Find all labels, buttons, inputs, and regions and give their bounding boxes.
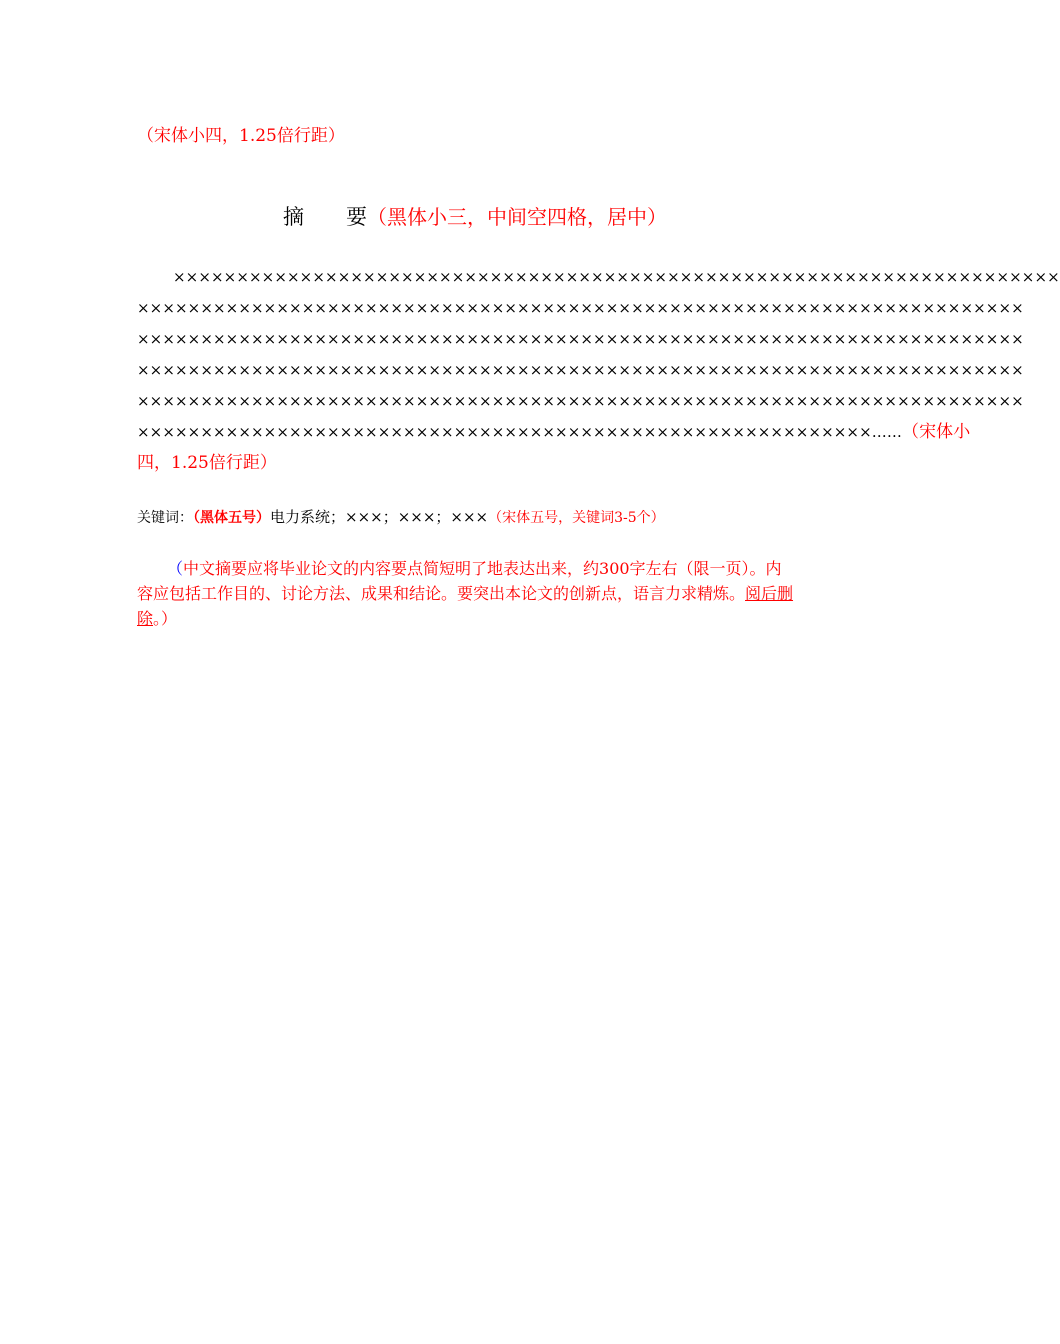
heading-char-1: 摘 bbox=[283, 205, 304, 229]
body-line-last bbox=[137, 417, 971, 448]
keywords-items: 电力系统；×××；×××；××× bbox=[270, 508, 489, 526]
keywords-label: 关键词： bbox=[137, 510, 193, 526]
guide-line-2: 容应包括工作目的、讨论方法、成果和结论。要突出本论文的创新点，语言力求精炼。 bbox=[137, 584, 746, 603]
guide-closing: 。） bbox=[153, 609, 178, 628]
body-line: ×××××××××××××××××××××××××××××××××××××××××××××××××××××××××××××××××××××× bbox=[173, 268, 1060, 286]
abstract-body bbox=[137, 262, 1060, 479]
body-line-text: ××××××××××××××××××××××××××××××××××××××××××××××××××××××××××…… bbox=[137, 423, 902, 441]
heading-format-note: （黑体小三，中间空四格，居中） bbox=[367, 205, 667, 229]
delete-after-reading-b: 除 bbox=[137, 609, 154, 628]
body-format-note-end: 四，1.25倍行距） bbox=[137, 453, 277, 473]
body-line: ×××××××××××××××××××××××××××××××××××××××××××××××××××××××××××××××××××××× bbox=[137, 330, 1024, 348]
keywords-format-note: （宋体五号，关键词3-5个） bbox=[488, 510, 665, 526]
body-line: ×××××××××××××××××××××××××××××××××××××××××××××××××××××××××××××××××××××× bbox=[137, 361, 1024, 379]
keywords-line bbox=[137, 505, 665, 530]
abstract-heading bbox=[0, 202, 950, 232]
delete-after-reading-a: 阅后删 bbox=[745, 584, 794, 603]
body-format-note-start: （宋体小 bbox=[901, 422, 971, 442]
heading-char-2: 要 bbox=[346, 205, 367, 229]
body-line: ×××××××××××××××××××××××××××××××××××××××××××××××××××××××××××××××××××××× bbox=[137, 392, 1024, 410]
abstract-guidance-note bbox=[137, 556, 842, 631]
keywords-font-note: （黑体五号） bbox=[193, 510, 270, 526]
top-format-note: （宋体小四，1.25倍行距） bbox=[137, 126, 345, 146]
guide-open-paren: （ bbox=[167, 559, 184, 578]
guide-line-1: 中文摘要应将毕业论文的内容要点简短明了地表达出来，约300字左右（限一页）。内 bbox=[183, 559, 782, 578]
body-line: ×××××××××××××××××××××××××××××××××××××××××××××××××××××××××××××××××××××× bbox=[137, 299, 1024, 317]
